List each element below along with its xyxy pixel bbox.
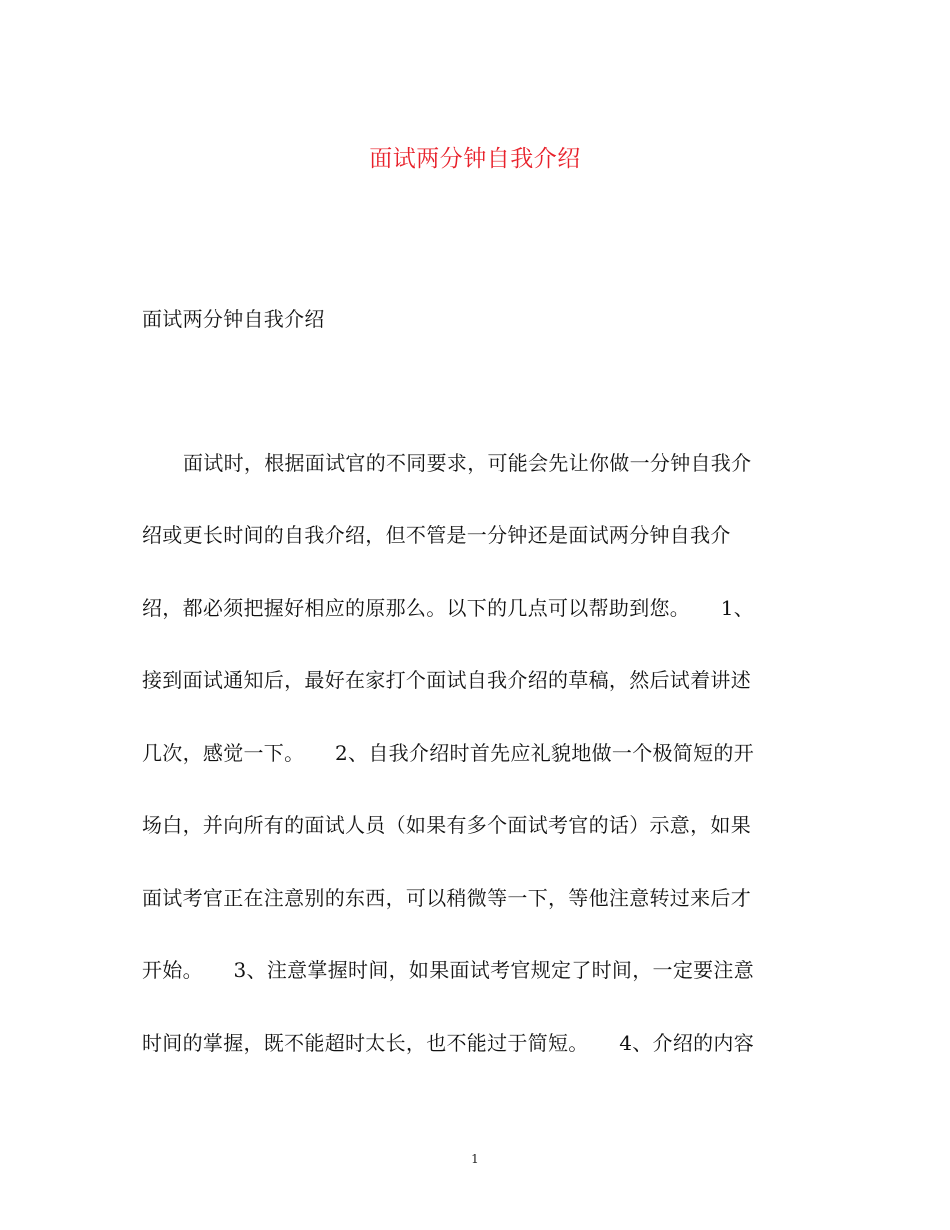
paragraph-line: 接到面试通知后，最好在家打个面试自我介绍的草稿，然后试着讲述: [142, 668, 751, 692]
page-title: 面试两分钟自我介绍: [369, 146, 581, 172]
paragraph-line: 绍或更长时间的自我介绍，但不管是一分钟还是面试两分钟自我介: [142, 523, 731, 547]
paragraph-line: 场白，并向所有的面试人员（如果有多个面试考官的话）示意，如果: [142, 813, 751, 837]
paragraph-line: 几次，感觉一下。 2、自我介绍时首先应礼貌地做一个极简短的开: [142, 741, 755, 765]
paragraph-line: 绍，都必须把握好相应的原那么。以下的几点可以帮助到您。 1、: [142, 596, 755, 620]
paragraph-line: 时间的掌握，既不能超时太长，也不能过于简短。 4、介绍的内容: [142, 1031, 755, 1055]
page-number: 1: [471, 1152, 479, 1166]
paragraph-line: 开始。 3、注意掌握时间，如果面试考官规定了时间，一定要注意: [142, 958, 755, 982]
section-heading: 面试两分钟自我介绍: [142, 307, 325, 331]
paragraph-line: 面试时，根据面试官的不同要求，可能会先让你做一分钟自我介: [183, 451, 752, 475]
paragraph-line: 面试考官正在注意别的东西，可以稍微等一下，等他注意转过来后才: [142, 886, 751, 910]
